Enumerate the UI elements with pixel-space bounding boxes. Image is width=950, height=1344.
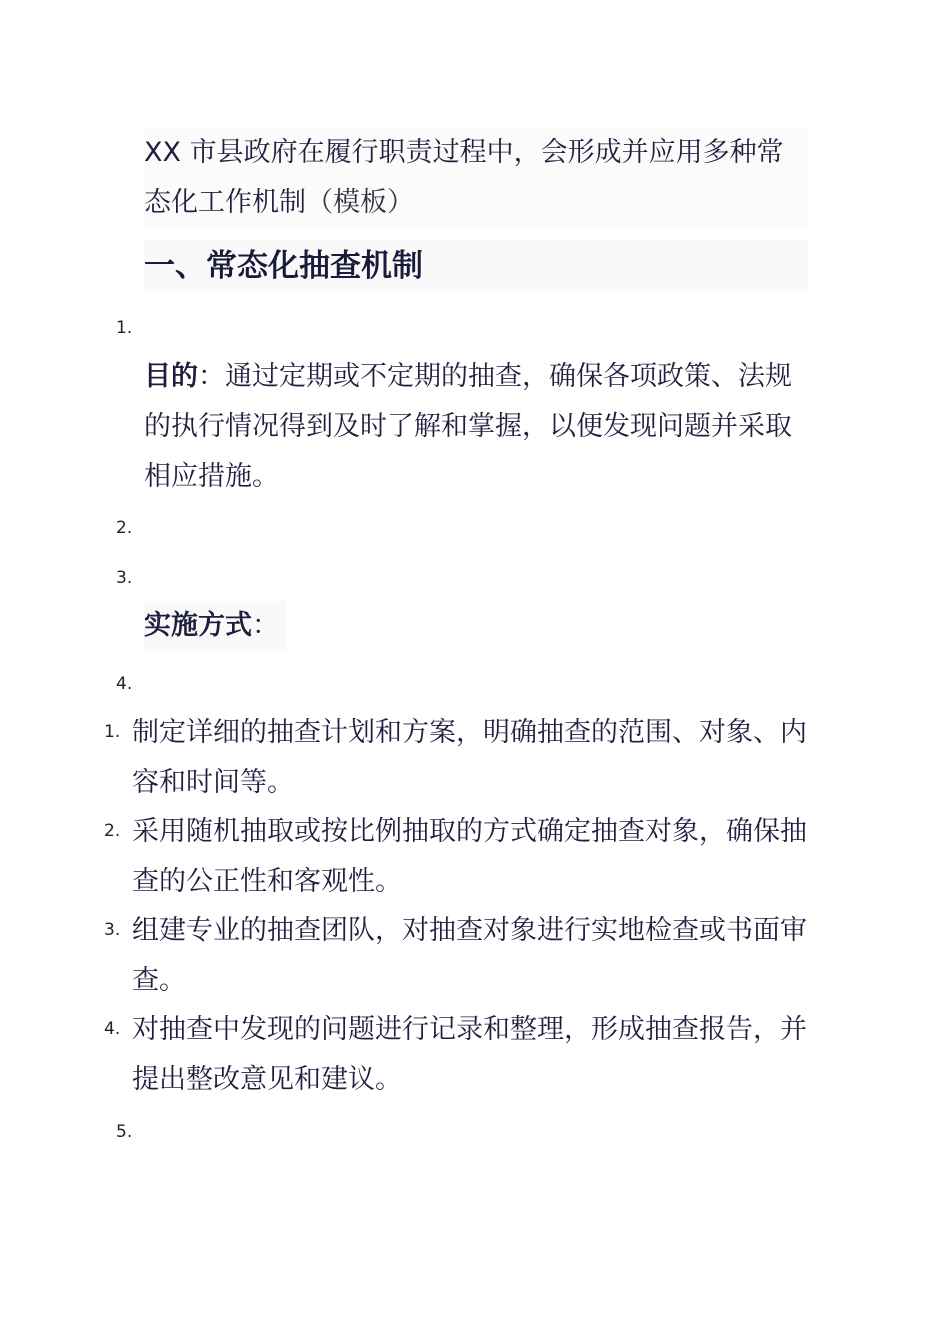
method-label: 实施方式	[144, 610, 252, 641]
step-marker-2: 2.	[104, 821, 121, 841]
step-text-4: 对抽查中发现的问题进行记录和整理，形成抽查报告，并提出整改意见和建议。	[132, 1014, 807, 1095]
step-text-2: 采用随机抽取或按比例抽取的方式确定抽查对象，确保抽查的公正性和客观性。	[132, 816, 807, 897]
title-suffix: （模板）	[306, 187, 414, 218]
step-marker-3: 3.	[104, 920, 121, 940]
method-label-box	[144, 601, 287, 651]
list-marker-5: 5.	[116, 1122, 133, 1142]
step-marker-4: 4.	[104, 1019, 121, 1039]
step-marker-1: 1.	[104, 722, 121, 742]
title-main: XX 市县政府在履行职责过程中，会形成并应用多种常态化工作机制	[144, 137, 784, 218]
method-paragraph	[144, 601, 808, 651]
step-text-3: 组建专业的抽查团队，对抽查对象进行实地检查或书面审查。	[132, 915, 807, 996]
method-colon: ：	[252, 610, 279, 641]
list-marker-4: 4.	[116, 674, 133, 694]
list-marker-2: 2.	[116, 518, 133, 538]
section-heading: 一、常态化抽查机制	[144, 240, 808, 292]
step-text-1: 制定详细的抽查计划和方案，明确抽查的范围、对象、内容和时间等。	[132, 717, 807, 798]
purpose-text: 通过定期或不定期的抽查，确保各项政策、法规的执行情况得到及时了解和掌握，以便发现问题并采取相应措施。	[144, 361, 792, 492]
document-title	[144, 128, 808, 228]
list-marker-1: 1.	[116, 318, 133, 338]
list-marker-3: 3.	[116, 568, 133, 588]
purpose-colon: ：	[198, 361, 225, 392]
purpose-paragraph	[144, 352, 808, 502]
purpose-label: 目的	[144, 361, 198, 392]
